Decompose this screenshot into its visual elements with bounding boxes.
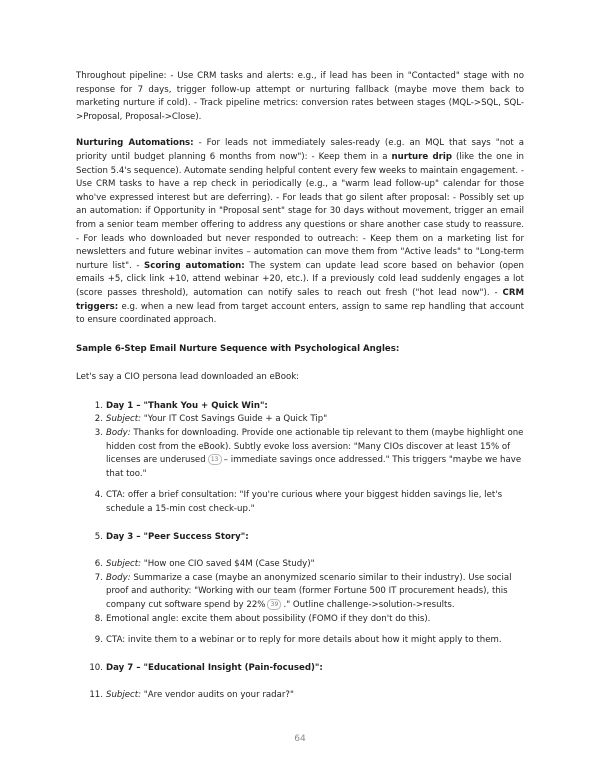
subject-label: Subject: xyxy=(106,559,142,570)
nurturing-text-c: The system can update lead score based on behavior (open emails +5, click link +10, attend webinar +20, etc.). If a previously cold lead suddenly engages a lot (score passes threshold), automation can notify sales to reach out fresh ("hot lead now"). - xyxy=(76,260,524,298)
list-item xyxy=(76,531,524,545)
subject-text: "Are vendor audits on your radar?" xyxy=(141,690,294,701)
list-number: 3. xyxy=(94,428,103,439)
citation-badge[interactable]: 13 xyxy=(208,454,222,465)
cta-text: CTA: offer a brief consultation: "If you're curious where your biggest hidden savings lie, let's schedule a 15-min cost check-up." xyxy=(106,490,503,515)
section-heading: Sample 6-Step Email Nurture Sequence with Psychological Angles: xyxy=(76,343,400,354)
list-item xyxy=(76,489,524,516)
list-number: 8. xyxy=(94,613,103,624)
list-item xyxy=(76,400,524,414)
body-label: Body: xyxy=(106,428,131,439)
subject-text: "How one CIO saved $4M (Case Study)" xyxy=(141,559,315,570)
list-item xyxy=(76,662,524,676)
body-text-b: ." Outline challenge->solution->results. xyxy=(283,600,455,610)
list-number: 9. xyxy=(94,635,103,646)
list-number: 1. xyxy=(94,400,103,411)
pipeline-paragraph: Throughout pipeline: - Use CRM tasks and alerts: e.g., if lead has been in "Contacted" stage with no response for 7 days, trigger follow-up attempt or nurturing fallback (maybe move them back to marketing nurture if cold). - Track pipeline metrics: conversion rates between stages (MQL->SQL, SQL->Proposal, Proposal->Close). xyxy=(76,71,524,122)
day-7-heading: Day 7 – "Educational Insight (Pain-focused)": xyxy=(106,662,323,673)
body-text-a: Summarize a case (maybe an anonymized scenario similar to their industry). Use social proof and authority: "Working with our team (former Fortune 500 IT procurement heads), this company cut software spend by 22% xyxy=(106,572,512,610)
nurturing-text-a: - For leads not immediately sales-ready (e.g. an MQL that says "not a priority until budget planning 6 months from now"): - Keep them in a xyxy=(76,138,524,162)
day-1-heading: Day 1 – "Thank You + Quick Win": xyxy=(106,400,268,411)
list-item xyxy=(76,413,524,427)
crm-triggers-label: CRM triggers: xyxy=(76,287,524,312)
nurturing-text-d: e.g. when a new lead from target account enters, assign to same rep handling that account to ensure coordinated approach. xyxy=(76,301,524,326)
list-item xyxy=(76,689,524,703)
scoring-automation-label: Scoring automation: xyxy=(144,260,245,271)
day-3-heading: Day 3 – "Peer Success Story": xyxy=(106,531,249,542)
emotional-angle-text: Emotional angle: excite them about possibility (FOMO if they don't do this). xyxy=(106,613,431,624)
body-text-b: – immediate savings once addressed." This triggers "maybe we have that too." xyxy=(106,455,522,479)
nurture-drip-term: nurture drip xyxy=(391,151,452,162)
body-text-a: Thanks for downloading. Provide one actionable tip relevant to them (maybe highlight one hidden cost from the eBook). Subtly evoke loss aversion: "Many CIOs discover at least 15% of licenses are underused xyxy=(106,428,524,466)
nurturing-text-b: (like the one in Section 5.4's sequence). Automate sending helpful content every few weeks to maintain engagement. - Use CRM tasks to have a rep check in periodically (e.g., a "warm lead follow-up" calendar for those who've expressed interest but are deferring). - For leads that go silent after proposal: - Possibly set up an automation: if Opportunity in "Proposal sent" stage for 30 days without movement, trigger an email from a senior team member offering to address any questions or share another case study to reassure. - For leads who downloaded but never responded to outreach: - Keep them on a marketing list for newsletters and future webinar invites – automation can move them from "Active leads" to "Long-term nurture list". - xyxy=(76,151,524,271)
list-item xyxy=(76,613,524,627)
list-item xyxy=(76,558,524,572)
page-number: 64 xyxy=(294,734,306,744)
intro-text: Let's say a CIO persona lead downloaded an eBook: xyxy=(76,372,300,383)
list-number: 10. xyxy=(89,662,103,673)
list-number: 2. xyxy=(94,414,103,425)
nurturing-label: Nurturing Automations: xyxy=(76,138,194,149)
list-item xyxy=(76,634,524,648)
citation-badge[interactable]: 39 xyxy=(267,599,281,610)
list-number: 6. xyxy=(94,559,103,570)
list-number: 5. xyxy=(94,531,103,542)
list-number: 7. xyxy=(94,572,103,583)
cta-text: CTA: invite them to a webinar or to reply for more details about how it might apply to them. xyxy=(106,635,502,646)
list-number: 4. xyxy=(94,490,103,501)
document-page xyxy=(76,70,524,703)
nurture-sequence-list xyxy=(76,400,524,703)
nurturing-paragraph xyxy=(76,137,524,327)
list-item xyxy=(76,572,524,613)
list-number: 11. xyxy=(89,690,103,701)
body-label: Body: xyxy=(106,572,131,583)
list-item xyxy=(76,427,524,481)
subject-label: Subject: xyxy=(106,414,142,425)
subject-label: Subject: xyxy=(106,690,142,701)
subject-text: "Your IT Cost Savings Guide + a Quick Tip" xyxy=(141,414,328,425)
